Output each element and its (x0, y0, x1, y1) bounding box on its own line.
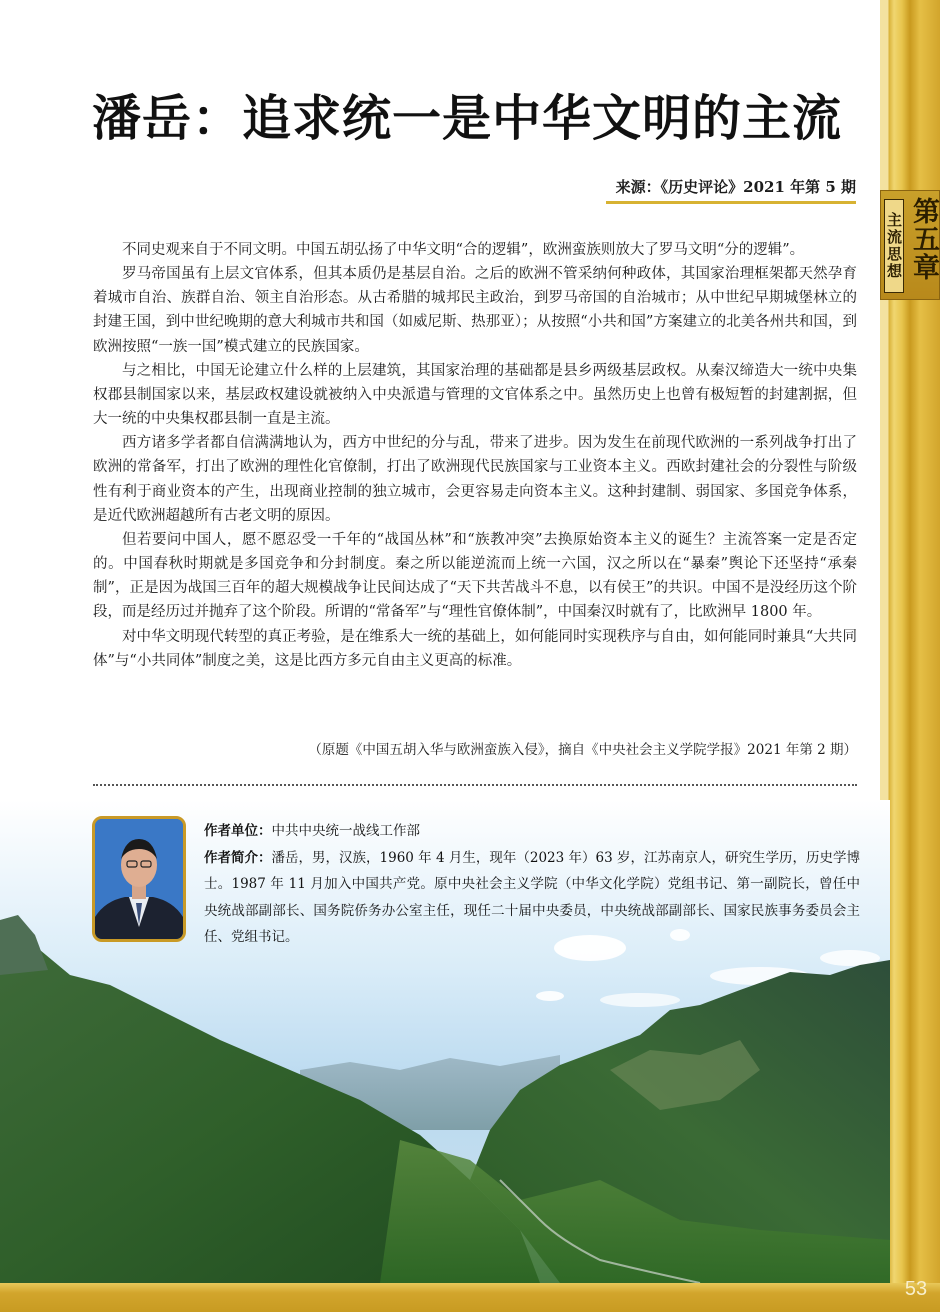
bottom-decorative-stripe (0, 1283, 940, 1312)
author-bio-label: 作者简介： (204, 849, 272, 866)
chapter-tab (880, 190, 940, 300)
paragraph: 但若要问中国人，愿不愿忍受一千年的“战国丛林”和“族教冲突”去换原始资本主义的诞生？主流答案一定是否定的。中国春秋时期就是多国竞争和分封制度。秦之所以能逆流而上统一六国，汉之所以在“暴秦”舆论下还坚持“承秦制”，正是因为战国三百年的超大规模战争让民间达成了“天下共苦战斗不息，以有侯王”的共识。中国不是没经历这个阶段，而是经历过并抛弃了这个阶段。所谓的“常备军”与“理性官僚体制”，中国秦汉时就有了，比欧洲早 1800 年。 (93, 531, 857, 621)
author-unit: 中共中央统一战线工作部 (271, 823, 420, 839)
author-info (204, 818, 860, 951)
article-footnote: （原题《中国五胡入华与欧洲蛮族入侵》，摘自《中央社会主义学院学报》2021 年第 2 期） (308, 742, 857, 758)
author-unit-row (204, 818, 860, 845)
paragraph: 对中华文明现代转型的真正考验，是在维系大一统的基础上，如何能同时实现秩序与自由，如何能同时兼具“大共同体”与“小共同体”制度之美，这是比西方多元自由主义更高的标准。 (93, 628, 857, 669)
author-bio: 潘岳，男，汉族，1960 年 4 月生，现年（2023 年）63 岁，江苏南京人，研究生学历，历史学博士。1987 年 11 月加入中国共产党。原中央社会主义学院（中华文化学院）党组书记、第一副院长，曾任中央统战部副部长、国务院侨务办公室主任，现任二十届中央委员，中央统战部副部长、国家民族事务委员会主任、党组书记。 (204, 849, 861, 945)
page-number: 53 (904, 1278, 928, 1300)
paragraph: 与之相比，中国无论建立什么样的上层建筑，其国家治理的基础都是县乡两级基层政权。从秦汉缔造大一统中央集权郡县制国家以来，基层政权建设就被纳入中央派遣与管理的文官体系之中。虽然历史上也曾有极短暂的封建割据，但大一统的中央集权郡县制一直是主流。 (93, 362, 857, 428)
chapter-subtitle: 主流思想 (884, 199, 904, 293)
author-unit-label: 作者单位： (204, 823, 272, 839)
paragraph: 西方诸多学者都自信满满地认为，西方中世纪的分与乱，带来了进步。因为发生在前现代欧洲的一系列战争打出了欧洲的常备军，打出了欧洲的理性化官僚制，打出了欧洲现代民族国家与工业资本主义。西欧封建社会的分裂性与阶级性有利于商业资本的产生，出现商业控制的独立城市，会更容易走向资本主义。这种封建制、弱国家、多国竞争体系，是近代欧洲超越所有古老文明的原因。 (93, 435, 857, 524)
dotted-divider (93, 784, 857, 786)
article-title: 潘岳：追求统一是中华文明的主流 (92, 90, 843, 147)
author-bio-row (204, 845, 860, 951)
paragraph: 不同史观来自于不同文明。中国五胡弘扬了中华文明“合的逻辑”，欧洲蛮族则放大了罗马文明“分的逻辑”。 (122, 242, 805, 258)
article-source: 来源：《历史评论》2021 年第 5 期 (606, 176, 856, 204)
paragraph: 罗马帝国虽有上层文官体系，但其本质仍是基层自治。之后的欧洲不管采纳何种政体，其国家治理框架都天然孕育着城市自治、族群自治、领主自治形态。从古希腊的城邦民主政治，到罗马帝国的自治城市；从中世纪早期城堡林立的封建王国，到中世纪晚期的意大利城市共和国（如威尼斯、热那亚）；从按照“小共和国”方案建立的北美各州共和国，到欧洲按照“一族一国”模式建立的民族国家。 (93, 266, 857, 355)
author-photo (92, 816, 186, 942)
chapter-title: 第五章 (908, 197, 939, 281)
article-body (93, 238, 857, 673)
